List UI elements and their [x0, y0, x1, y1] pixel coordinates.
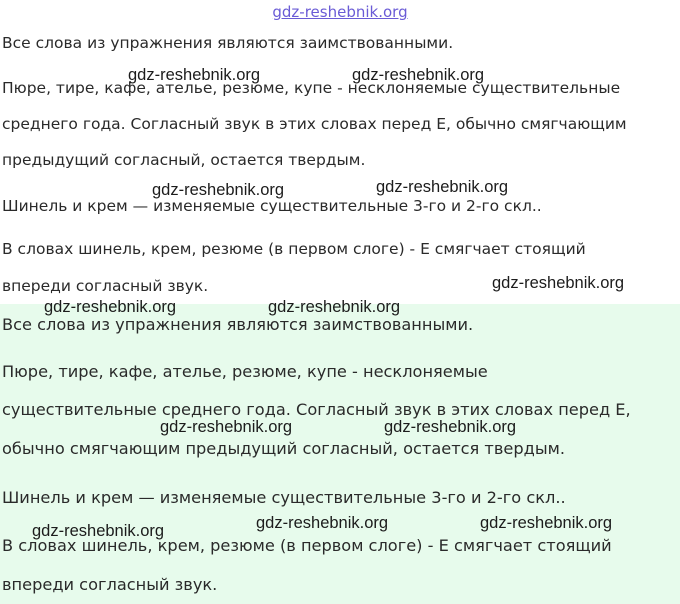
answer-1-line: среднего года. Согласный звук в этих словах перед Е, обычно смягчающим [2, 115, 627, 133]
answer-1-line: впереди согласный звук. [2, 277, 209, 295]
watermark: gdz-reshebnik.org [384, 418, 517, 436]
answer-1-line: Пюре, тире, кафе, ателье, резюме, купе - несклоняемые существительные [2, 79, 621, 97]
answer-2-line: обычно смягчающим предыдущий согласный, остается твердым. [2, 439, 565, 458]
answer-1-line: В словах шинель, крем, резюме (в первом слоге) - Е смягчает стоящий [2, 240, 586, 258]
site-link[interactable]: gdz-reshebnik.org [272, 3, 408, 21]
answer-block-2 [0, 304, 680, 604]
watermark: gdz-reshebnik.org [160, 418, 293, 436]
watermark: gdz-reshebnik.org [44, 298, 177, 316]
watermark: gdz-reshebnik.org [480, 514, 613, 532]
answer-block-1 [0, 24, 680, 304]
answer-1-line: Шинель и крем — изменяемые существительные 3-го и 2-го скл.. [2, 197, 542, 215]
answer-2-line: существительные среднего года. Согласный звук в этих словах перед Е, [2, 400, 631, 419]
answer-2-line: Все слова из упражнения являются заимствованными. [2, 315, 474, 334]
answer-2-line: впереди согласный звук. [2, 575, 218, 594]
site-header [0, 0, 680, 24]
watermark: gdz-reshebnik.org [152, 181, 285, 199]
answer-2-line: В словах шинель, крем, резюме (в первом слоге) - Е смягчает стоящий [2, 536, 612, 555]
watermark: gdz-reshebnik.org [128, 66, 261, 84]
answer-2-line: Пюре, тире, кафе, ателье, резюме, купе - несклоняемые [2, 362, 488, 381]
watermark: gdz-reshebnik.org [352, 66, 485, 84]
answer-1-line: Все слова из упражнения являются заимствованными. [2, 34, 454, 52]
answer-2-line: Шинель и крем — изменяемые существительные 3-го и 2-го скл.. [2, 488, 566, 507]
watermark: gdz-reshebnik.org [376, 178, 509, 196]
answer-1-line: предыдущий согласный, остается твердым. [2, 151, 366, 169]
watermark: gdz-reshebnik.org [268, 298, 401, 316]
watermark: gdz-reshebnik.org [256, 514, 389, 532]
watermark: gdz-reshebnik.org [492, 274, 625, 292]
watermark: gdz-reshebnik.org [32, 522, 165, 540]
